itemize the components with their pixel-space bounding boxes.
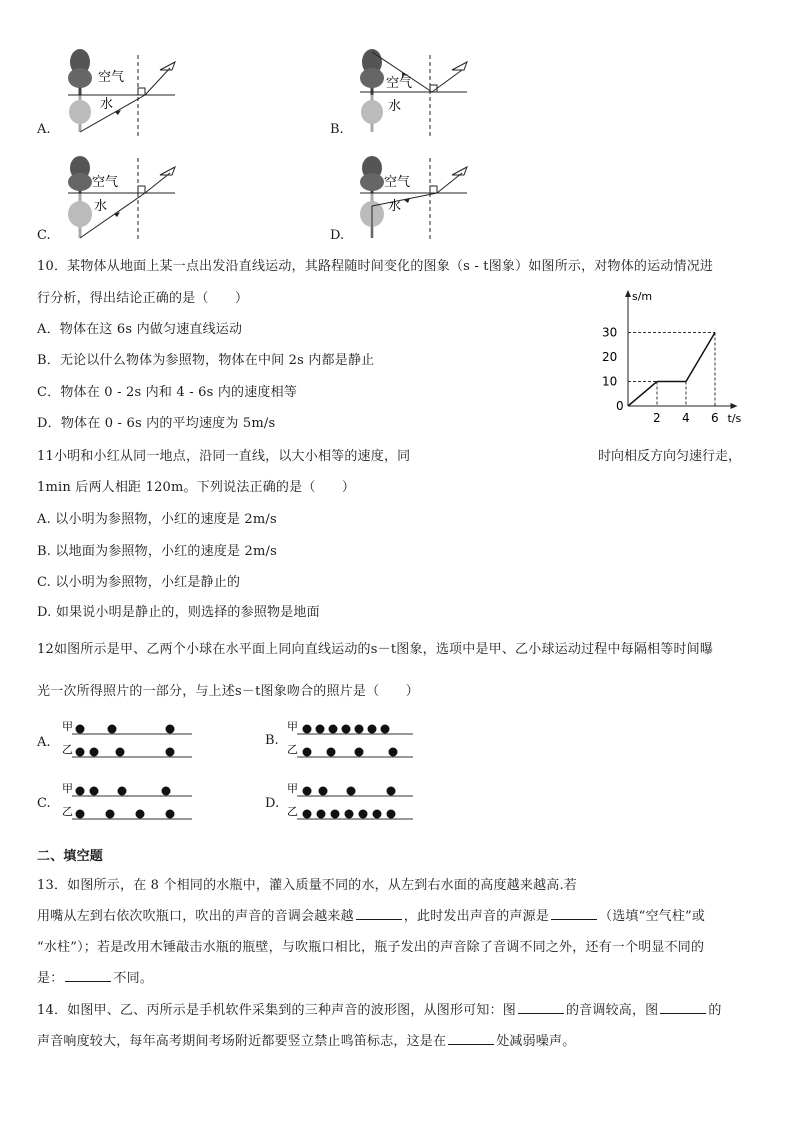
x-axis-label: t/s — [727, 412, 742, 425]
q10-option-a[interactable]: A．物体在这 6s 内做匀速直线运动 — [37, 322, 243, 337]
svg-text:水: 水 — [94, 199, 108, 214]
q14-blank-2[interactable] — [660, 1001, 706, 1014]
photo-option-label[interactable]: C. — [37, 796, 51, 811]
q13-text: 是： — [37, 971, 64, 986]
tree-icon — [360, 49, 384, 132]
q13-text: 不同。 — [113, 971, 154, 986]
refraction-figure-c — [60, 148, 200, 248]
y-tick-label: 10 — [602, 374, 618, 389]
q12-line1: 12如图所示是甲、乙两个小球在水平面上同向直线运动的s－t图象，选项中是甲、乙小球运动过程中每隔相等时间曝 — [37, 642, 714, 657]
x-tick-label: 2 — [653, 411, 661, 425]
q14-text: 的音调较高，图 — [565, 1003, 659, 1018]
x-tick-label: 4 — [682, 411, 690, 425]
q14-text: 声音响度较大，每年高考期间考场附近都要竖立禁止鸣笛标志，这是在 — [37, 1034, 447, 1049]
q13-line1: 13．如图所示，在 8 个相同的水瓶中，灌入质量不同的水，从左到右水面的高度越来越高.若 — [37, 878, 578, 893]
q11-line1a: 11小明和小红从同一地点，沿同一直线，以大小相等的速度，同 — [37, 449, 411, 464]
option-label: A. — [37, 122, 51, 137]
y-tick-label: 30 — [602, 325, 618, 340]
x-axis-arrow — [731, 403, 738, 409]
option-label: B. — [330, 122, 344, 137]
y-tick-label: 20 — [602, 350, 618, 364]
refraction-figure-a — [60, 40, 200, 140]
q12-line2: 光一次所得照片的一部分，与上述s－t图象吻合的照片是（ ） — [37, 684, 419, 699]
photo-option-label[interactable]: D. — [265, 796, 280, 811]
svg-text:水: 水 — [388, 199, 402, 214]
q14-line2 — [37, 1030, 575, 1049]
photo-option-a[interactable] — [60, 720, 195, 764]
series-segment — [686, 333, 715, 382]
q14-blank-1[interactable] — [518, 1001, 564, 1014]
q11-option-b[interactable]: B. 以地面为参照物，小红的速度是 2m/s — [37, 544, 277, 559]
q10-stem-line2: 行分析，得出结论正确的是（ ） — [37, 291, 249, 306]
q11-option-d[interactable]: D. 如果说小明是静止的，则选择的参照物是地面 — [37, 605, 320, 620]
q14-text: 处减弱噪声。 — [496, 1034, 576, 1049]
svg-text:空气: 空气 — [92, 175, 119, 190]
refraction-figure-b — [352, 40, 492, 140]
q13-line3: “水柱”）；若是改用木锤敲击水瓶的瓶壁，与吹瓶口相比，瓶子发出的声音除了音调不同之外，还有一个明显不同的 — [37, 940, 705, 955]
photo-option-d[interactable] — [285, 782, 420, 826]
svg-text:甲: 甲 — [287, 720, 298, 733]
svg-text:甲: 甲 — [287, 782, 298, 795]
tree-icon — [68, 49, 92, 132]
q14-blank-3[interactable] — [448, 1032, 494, 1045]
q11-option-c[interactable]: C. 以小明为参照物，小红是静止的 — [37, 575, 241, 590]
photo-option-label[interactable]: A. — [37, 735, 51, 750]
q13-blank-2[interactable] — [551, 907, 597, 920]
refraction-figure-d — [352, 148, 492, 248]
photo-option-label[interactable]: B. — [265, 733, 279, 748]
q13-blank-3[interactable] — [65, 969, 111, 982]
q14-text: 的 — [708, 1003, 722, 1018]
x-tick-label: 6 — [711, 411, 719, 425]
section-title: 二、填空题 — [37, 849, 104, 864]
svg-text:甲: 甲 — [62, 720, 73, 733]
option-label: D. — [330, 228, 345, 243]
svg-text:乙: 乙 — [62, 743, 73, 756]
q13-text: （选填“空气柱”或 — [599, 909, 706, 924]
photo-option-b[interactable] — [285, 720, 420, 764]
q13-blank-1[interactable] — [356, 907, 402, 920]
q13-text: ，此时发出声音的声源是 — [403, 909, 550, 924]
series-segment — [628, 382, 657, 407]
y-axis-label: s/m — [632, 290, 653, 303]
q10-option-d[interactable]: D．物体在 0 - 6s 内的平均速度为 5m/s — [37, 416, 276, 431]
q11-line2: 1min 后两人相距 120m。下列说法正确的是（ ） — [37, 480, 356, 495]
svg-text:空气: 空气 — [386, 76, 413, 91]
q14-line1 — [37, 999, 722, 1018]
q13-line4 — [37, 967, 153, 986]
q13-line2 — [37, 905, 705, 924]
tree-icon — [68, 156, 92, 238]
svg-text:水: 水 — [100, 97, 114, 112]
option-label: C. — [37, 228, 51, 243]
st-chart — [598, 288, 748, 436]
q13-text: 用嘴从左到右依次吹瓶口，吹出的声音的音调会越来越 — [37, 909, 354, 924]
q10-option-b[interactable]: B．无论以什么物体为参照物，物体在中间 2s 内都是静止 — [37, 353, 375, 368]
svg-text:乙: 乙 — [62, 805, 73, 818]
svg-text:空气: 空气 — [98, 70, 125, 85]
q10-stem-line1: 10．某物体从地面上某一点出发沿直线运动，其路程随时间变化的图象（s - t图象）如图所示，对物体的运动情况进 — [37, 259, 714, 274]
photo-option-c[interactable] — [60, 782, 195, 826]
origin-label: 0 — [616, 399, 624, 413]
y-axis-arrow — [625, 290, 631, 297]
svg-text:水: 水 — [388, 99, 402, 114]
q10-option-c[interactable]: C．物体在 0 - 2s 内和 4 - 6s 内的速度相等 — [37, 385, 298, 400]
svg-text:乙: 乙 — [287, 805, 298, 818]
q11-line1b: 时向相反方向匀速行走， — [598, 449, 742, 464]
svg-text:乙: 乙 — [287, 743, 298, 756]
svg-text:甲: 甲 — [62, 782, 73, 795]
q14-text: 14．如图甲、乙、丙所示是手机软件采集到的三种声音的波形图，从图形可知：图 — [37, 1003, 516, 1018]
q11-option-a[interactable]: A. 以小明为参照物，小红的速度是 2m/s — [37, 512, 277, 527]
svg-text:空气: 空气 — [384, 175, 411, 190]
